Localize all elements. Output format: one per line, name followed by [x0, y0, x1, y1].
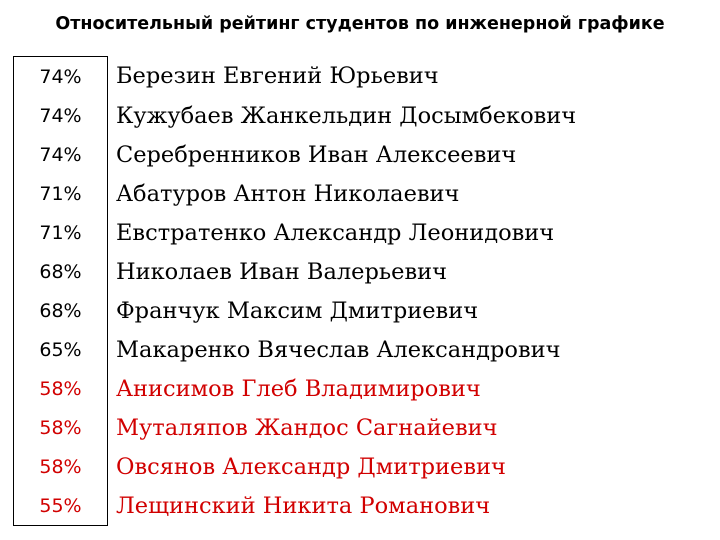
table-row: [14, 408, 705, 447]
table-row: [14, 174, 705, 213]
rating-table-body: [14, 57, 705, 526]
rating-percent: 58%: [14, 369, 108, 408]
student-name: Евстратенко Александр Леонидович: [116, 219, 555, 246]
student-name: Муталяпов Жандос Сагнайевич: [116, 414, 498, 441]
student-name: Березин Евгений Юрьевич: [116, 63, 439, 90]
rating-percent: 58%: [14, 408, 108, 447]
rating-table: [13, 56, 705, 526]
student-name: Анисимов Глеб Владимирович: [116, 375, 481, 402]
rating-percent: 74%: [14, 96, 108, 135]
table-row: [14, 447, 705, 486]
student-name: Кужубаев Жанкельдин Досымбекович: [116, 102, 577, 129]
table-row: [14, 369, 705, 408]
student-name: Серебренников Иван Алексеевич: [116, 141, 517, 168]
rating-percent: 55%: [14, 486, 108, 526]
rating-percent: 74%: [14, 135, 108, 174]
rating-percent: 58%: [14, 447, 108, 486]
student-name: Макаренко Вячеслав Александрович: [116, 336, 561, 363]
rating-percent: 74%: [14, 57, 108, 97]
table-row: [14, 252, 705, 291]
table-row: [14, 486, 705, 526]
rating-percent: 65%: [14, 330, 108, 369]
rating-percent: 68%: [14, 252, 108, 291]
page-title: Относительный рейтинг студентов по инженерной графике: [55, 14, 665, 34]
student-name: Франчук Максим Дмитриевич: [116, 297, 479, 324]
rating-percent: 71%: [14, 174, 108, 213]
table-row: [14, 330, 705, 369]
rating-percent: 71%: [14, 213, 108, 252]
table-row: [14, 57, 705, 97]
student-name: Николаев Иван Валерьевич: [116, 258, 447, 285]
student-name: Овсянов Александр Дмитриевич: [116, 453, 506, 480]
student-name: Абатуров Антон Николаевич: [116, 180, 460, 207]
student-name: Лещинский Никита Романович: [116, 492, 491, 519]
table-row: [14, 135, 705, 174]
table-row: [14, 213, 705, 252]
table-row: [14, 96, 705, 135]
table-row: [14, 291, 705, 330]
rating-percent: 68%: [14, 291, 108, 330]
